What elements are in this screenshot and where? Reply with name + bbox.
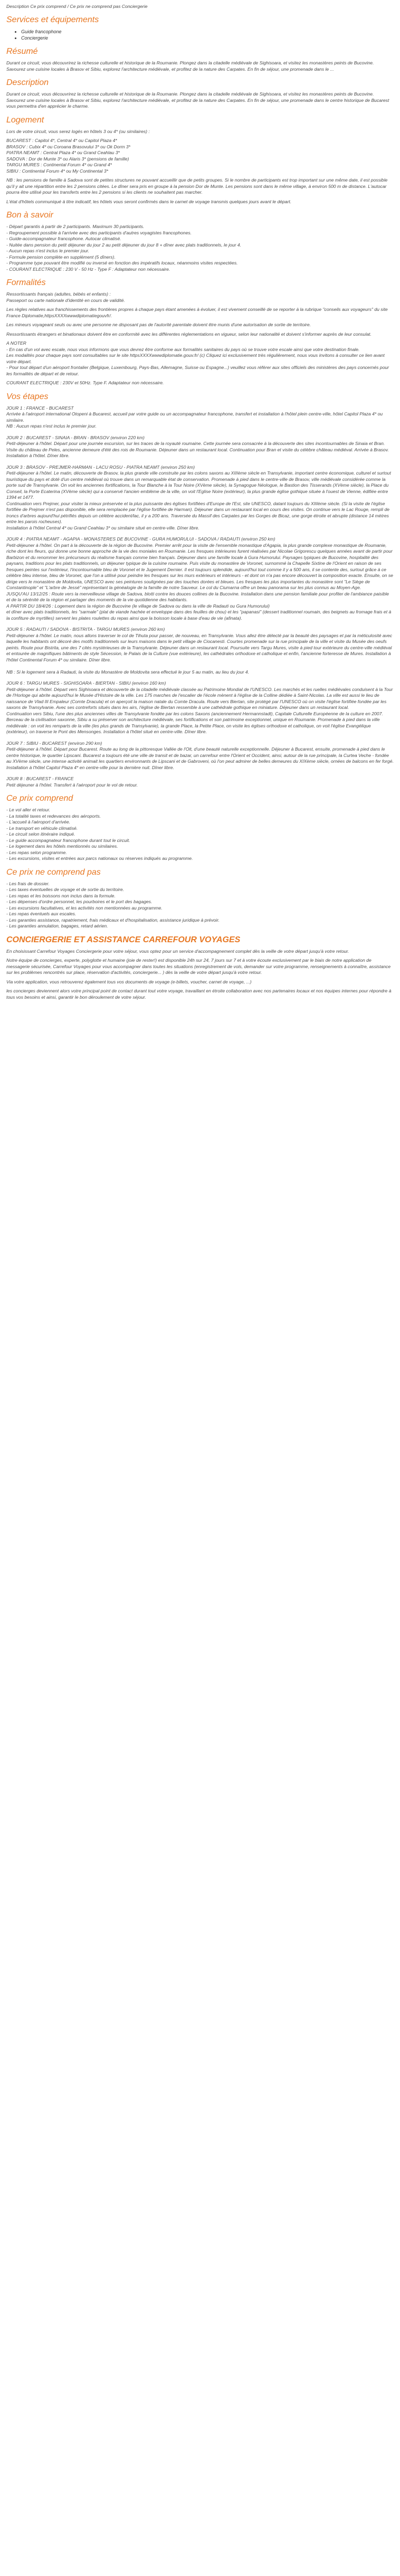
description-text: Durant ce circuit, vous découvrirez la richesse culturelle et historique de la Roumanie. Plongez dans la citadelle médiévale de Sighisoara, et visitez les monastères peints de Bucovine. Savourez une cuisine locales à Brasov et Sibiu, explorez l'architecture médiévale, et profitez de la nature des Carpates. En fin de séjour, une promenade dans le centre historique de Bucarest vous permettra d'en apprécier le charme. xyxy=(6,91,389,109)
text-line: TARGU MURES : Continental Forum 4* ou Grand 4* xyxy=(6,162,112,167)
itinerary-day xyxy=(6,435,394,459)
text-line: les concierges deviennent alors votre principal point de contact durant tout votre voyage, travaillant en étroite collaboration avec nos partenaires locaux et nos équipes internes pour répondre à tous vos besoins et ainsi, garantir le bon déroulement de votre séjour. xyxy=(6,988,392,1000)
text-line: Notre équipe de concierges, experte, polyglotte et humaine (joie de rester!) est disponible 24h sur 24, 7 jours sur 7 et à votre écoute exclusivement par le biais de notre application de messagerie sécurisée, Carrefour Voyages pour vous accompagner dans toutes les situations (enregistrement de vols, demander sur votre programme, renseignements à connaître, assistance sur les problèmes rencontrés sur place, réservation d'activités, conciergerie... ) dès la veille de votre départ jusqu'à votre retour. xyxy=(6,958,391,975)
text-line: - Les repas et les boissons non inclus dans la formule. xyxy=(6,893,116,898)
day-description: Petit-déjeuner à l'hôtel. On part à la découverte de la région de Bucovine. Premier arrêt pour la visite de l'ensemble monastique d'Agapia, la plus grande complexe monastique de Roumanie, riche dont les fleurs, qui donne une bonne approche de la vie des moniales en Roumanie. Les fresques intérieures furent réalisées par Nicolae Grigorescu quelques années avant de partir pour Barbizon et du renommer les précurseurs du réalisme français comme bien français. Déjeuner dans une famille locale à Gura Humorului. Paysages typiques de Bucovine, hospitalité des paysans, traditions pour les plats traditionnels, un déjeuner typique de la cuisine roumaine. Puis visite du monastère de Voronet, surnommé la Chapelle Sixtine de l'Orient en raison de ses fresques peintes sur l'extérieur, l'incontournable bleu de Voronet et le Jugement Dernier. Il est toujours splendide, aujourd'hui tout comme il y a 500 ans, il se contente des, surtout grâce à ce célèbre bleu intense, bleu de Voronet, que l'on a utilisé pour peindre les fresques sur les murs extérieurs et intérieurs - et dont on n'a pas encore découvert la composition exacte. Ensuite, on se dirige vers le monastère de Moldovita, UNESCO avec ses peintures soulignées par des touches dorées et bleues. Les fresques les plus importantes du monastère sont "Le Siège de Constantinople" et "L'arbre de Jessé" représentant la généalogie de la famille de notre Sauveur. Le col du Ciumarna offre un beau panorama sur les plus connus au Moyen-Age. JUSQU'AU 13/12/25 : Route vers la merveilleuse village de Sadova, blotti contre les douces collines de la Bucovine. Installation dans une pension familiale pour profiter de l'ambiance paisible et de la sérénité de la région et partager des moments de la vie quotidienne des habitants. A PARTIR DU 18/4/26 : Logement dans la région de Bucovine (le village de Sadova ou dans la ville de Radauti ou Gura Humorului) et dîner avec plats traditionnels, les "sarmale" (plat de viande hachée et enveloppe dans des feuilles de chou) et les "papanasi" (dessert traditionnel roumain, des beignets au fromage frais et à la confiture de myrtilles) servent les plates roulettes du repas ainsi que la boisson locale à base d'eau de vie (afinata). xyxy=(6,542,393,621)
text-line: - Les garanties annulation, bagages, retard aérien. xyxy=(6,923,108,929)
resume-text: Durant ce circuit, vous découvrirez la richesse culturelle et historique de la Roumanie. Plongez dans la citadelle médiévale de Sighisoara, et visitez les monastères peints de Bucovine. Savourez une cuisine locales à Brasov et Sibiu, explorez l'architecture médiévale, et profitez de la nature des Carpates. En fin de séjour, une promenade dans le ... xyxy=(6,60,374,72)
text-line: - Aucun repas n'est inclus le premier jour. xyxy=(6,248,90,253)
services-list xyxy=(6,29,394,41)
day-description: Petit-déjeuner à l'hôtel. Départ vers Sighisoara et découverte de la citadelle médiévale classée au Patrimoine Mondial de l'UNESCO. Les marchés et les ruelles médiévales conduisent à la Tour de l'Horloge qui abrite aujourd'hui le Musée d'Histoire de la ville. Les 175 marches de l'escalier de l'école mènent à l'église de la Colline dédiée à Saint-Nicolas. La ville est aussi le lieu de naissance de Vlad III Empaleur (Comte Dracula) et on aperçoit la maison natale du Comte Dracula. Route vers Biertan, site protégé par l'UNESCO où on visite l'église fortifiée fondée par les saxons de Transylvanie. Avec ses contreforts situés dans les airs, l'église de Biertan ressemble à une cathédrale gothique en miniature. Déjeuner dans un restaurant local. Continuation vers Sibiu, l'une des plus anciennes villes de Transylvanie fondée par les colons Saxons (anciennement Hermannstadt), Capitale Culturelle Européenne de la culture en 2007. Berceau de la civilisation saxonne, Sibiu a su préserver son architecture médiévale, ses fortifications et son patrimoine exceptionnel, unique en Roumanie. Promenade à pied dans la ville médiévale : on voit les remparts de la ville (les plus grands de Transylvanie), la grande Place, la Petite Place, on visite les églises orthodoxe et catholique, on voit l'église Evangélique (extérieur), on traverse le Pont des Mensonges. Installation à l'hôtel situé en centre-ville. Dîner libre. xyxy=(6,686,393,734)
day-heading: JOUR 7 : SIBIU - BUCAREST (environ 290 km) xyxy=(6,740,102,746)
services-title: Services et équipements xyxy=(6,15,99,24)
text-line: BUCAREST : Capitol 4*, Central 4* ou Capitol Plaza 4* xyxy=(6,138,117,143)
text-line: - La totalité taxes et redevances des aéroports. xyxy=(6,813,101,819)
text-line: - Le transport en véhicule climatisé. xyxy=(6,825,78,831)
text-line: Lors de votre circuit, vous serez logés en hôtels 3 ou 4* (ou similaires) : xyxy=(6,128,150,134)
text-line: COURANT ELECTRIQUE : 230V et 50Hz. Type F. Adaptateur non nécessaire. xyxy=(6,380,164,385)
prix-comprend-title: Ce prix comprend xyxy=(6,794,73,803)
text-line: Ressortissants français (adultes, bébés et enfants) : xyxy=(6,291,111,297)
text-line: SADOVA : Dor de Munte 3* ou Alaris 3* (pensions de famille) xyxy=(6,156,129,162)
itinerary xyxy=(6,405,394,789)
text-line: - Regroupement possible à l'arrivée avec des participants d'autres voyagistes francophones. xyxy=(6,230,192,235)
day-description: Petit-déjeuner à l'hôtel. Départ pour Bucarest. Route au long de la pittoresque Vallée de l'Olt, d'une beauté naturelle exceptionnelle. Déjeuner à Bucarest, ensuite, promenade à pied dans le centre historique, le quartier Lipscani. Bucarest a toujours été une ville de transit et de bazar, un carrefour entre l'Orient et Occident, ainsi, autour de la rue principale, la Curtea Veche - fondée au XVème siècle, une intense activité animait les quartiers environnants de Lipscani et de Gabroveni, où l'on peut admirer de belles demeures du XIXème siècle, ornées de balcons en fer forgé. Installation à l'hôtel Capitol Plaza 4* en centre-ville pour la dernière nuit. Dîner libre. xyxy=(6,746,394,770)
text-line: PIATRA NEAMT : Central Plaza 4* ou Grand Ceahlau 3* xyxy=(6,150,120,155)
text-line: - Le logement dans les hôtels mentionnés ou similaires. xyxy=(6,844,118,849)
day-heading: JOUR 4 : PIATRA NEAMT - AGAPIA - MONASTERES DE BUCOVINE - GURA HUMORULUI - SADOVA / RADAUTI (environ 250 km) xyxy=(6,536,275,542)
day-heading: JOUR 8 : BUCAREST - FRANCE xyxy=(6,776,74,781)
prix-comprend-block xyxy=(6,807,394,862)
prix-ne-comprend-title: Ce prix ne comprend pas xyxy=(6,867,101,877)
text-line: - COURANT ELECTRIQUE : 230 V - 50 Hz - Type F : Adaptateur non nécessaire. xyxy=(6,266,170,272)
text-line: - Nuitée dans pension du petit déjeuner du jour 2 au petit déjeuner du jour 8 + dîner avec plats traditionnels, le jour 4. xyxy=(6,242,242,248)
text-line: Les mineurs voyageant seuls ou avec une personne ne disposant pas de l'autorité parentale doivent être munis d'une autorisation de sortie de territoire. xyxy=(6,322,311,327)
text-line: - Les repas selon programme. xyxy=(6,849,67,855)
text-line: - Formule pension complète en supplément (5 dîners). xyxy=(6,254,116,260)
day-heading: JOUR 2 : BUCAREST - SINAIA - BRAN - BRASOV (environ 220 km) xyxy=(6,434,145,440)
conciergerie-block xyxy=(6,949,394,1001)
text-line: - En cas d'un vol avec escale, nous vous informons que vous devrez être conforme aux formalités sanitaires du pays où se trouve votre escale ainsi que votre destination finale. xyxy=(6,346,360,352)
text-line: En choisissant Carrefour Voyages Conciergerie pour votre séjour, vous optez pour un service d'accompagnement complet dès la veille de votre départ jusqu'à votre retour. xyxy=(6,948,349,954)
text-line: - L'accueil à l'aéroport d'arrivée. xyxy=(6,819,70,825)
day-heading: JOUR 3 : BRASOV - PREJMER-HARMAN - LACU ROSU - PIATRA NEAMT (environ 250 km) xyxy=(6,464,195,470)
text-line: L'état d'hôtels communiqué à titre indicatif, les hôtels vous seront confirmés dans le carnet de voyage transmis quelques jours avant le départ. xyxy=(6,198,292,204)
logement-block xyxy=(6,129,394,205)
text-line: - Programme type pouvant être modifié ou inversé en fonction des impératifs locaux, néanmoins visites respectées. xyxy=(6,260,238,266)
breadcrumb: Description Ce prix comprend / Ce prix ne comprend pas Conciergerie xyxy=(6,4,148,9)
service-item: • Conciergerie xyxy=(21,35,394,41)
text-line: - Départ garantis à partir de 2 participants. Maximum 30 participants. xyxy=(6,224,145,229)
logement-title: Logement xyxy=(6,115,44,125)
text-line: - Le circuit selon itinéraire indiqué. xyxy=(6,831,75,837)
text-line: - Les dépenses d'ordre personnel, les pourboires et le port des bagages. xyxy=(6,899,153,904)
conciergerie-title: CONCIERGERIE ET ASSISTANCE CARREFOUR VOYAGES xyxy=(6,935,241,944)
day-heading: JOUR 5 : RADAUTI / SADOVA - BISTRITA - TARGU MURES (environ 260 km) xyxy=(6,627,165,632)
text-line: - Les repas éventuels aux escales. xyxy=(6,911,77,916)
text-line: - Les excursions, visites et entrées aux parcs nationaux ou réserves indiqués au programme. xyxy=(6,856,193,861)
day-description: Petit-déjeuner à l'hôtel. Départ pour une journée excursion, sur les traces de la royauté roumaine. Cette journée sera consacrée à la découverte des sites incontournables de Sinaia et Bran. Visite du château de Peles, ancienne demeure d'été des rois de Roumanie. Déjeuner dans un restaurant local. Continuation pour Bran et visite du célèbre château médiéval. Arrivée à Brasov. Installation à l'hôtel. Dîner libre. xyxy=(6,441,389,458)
itinerary-day xyxy=(6,741,394,771)
text-line: Ressortissants étrangers et binationaux doivent être en conformité avec les différentes réglementations en vigueur, selon leur nationalité et doivent s'informer auprès de leur consulat. xyxy=(6,331,372,337)
text-line: - Le guide accompagnateur francophone durant tout le circuit. xyxy=(6,837,130,843)
description-title: Description xyxy=(6,78,49,87)
service-item: • Guide francophone xyxy=(21,29,394,35)
text-line: A NOTER xyxy=(6,340,26,346)
text-line: - Le vol aller et retour. xyxy=(6,807,51,812)
itinerary-day xyxy=(6,465,394,532)
text-line: - Guide-accompagnateur francophone. Autocar climatisé. xyxy=(6,236,121,241)
prix-ne-comprend-block xyxy=(6,881,394,930)
day-heading: JOUR 6 : TARGU MURES - SIGHISOARA - BIERTAN - SIBIU (environ 160 km) xyxy=(6,680,166,686)
page xyxy=(0,0,400,1000)
day-description: Petit déjeuner à l'hôtel. Transfert à l'aéroport pour le vol de retour. xyxy=(6,782,138,788)
day-heading: JOUR 1 : FRANCE - BUCAREST xyxy=(6,405,74,411)
text-line: Les règles relatives aux franchissements des frontières propres à chaque pays étant amenées à évoluer, il est vivement conseillé de se reporter à la rubrique "conseils aux voyageurs" du site France Diplomatie,httpsXXXXwwwdiplomatiegouvfr/. xyxy=(6,307,388,318)
formalites-block xyxy=(6,291,394,386)
day-description: Arrivée à l'aéroport international Otopeni à Bucarest, accueil par votre guide ou un accompagnateur francophone, transfert et installation à l'hôtel plein centre-ville, hôtel Capitol Plaza 4* ou similaire. NB : Aucun repas n'est inclus le premier jour. xyxy=(6,411,383,429)
text-line: - Les taxes éventuelles de voyage et de sortie du territoire. xyxy=(6,887,125,892)
voyage-title: Vos étapes xyxy=(6,392,49,401)
text-line: SIBIU : Continental Forum 4* ou My Continental 3* xyxy=(6,168,108,174)
itinerary-day xyxy=(6,680,394,735)
text-line: - Les frais de dossier. xyxy=(6,880,50,886)
text-line: - Les excursions facultatives, et les activités non mentionnées au programme. xyxy=(6,905,163,911)
bon-a-savoir-block xyxy=(6,224,394,272)
itinerary-day xyxy=(6,776,394,788)
formalites-title: Formalités xyxy=(6,278,46,287)
text-line: Les modalités pour chaque pays sont consultables sur le site httpsXXXXwwwdiplomatie.gouv.fr/ (c) Cliquez ici exclusivement très régulièrement, nous vous invitons à consulter ce lien avant votre départ. xyxy=(6,353,385,364)
day-description: Petit-déjeuner à l'hôtel. Le matin, découverte de Brasov, la plus grande ville construite par les colons saxons au XIIIème siècle en Transylvanie, important centre économique, culturel et surtout touristique du pays et doté d'un centre médiéval où trouve dans un remarquable état de conservation. Promenade à pied dans le centre-ville de Brasov, ville médiévale considérée comme la porte sud de Transylvanie. On voit les anciennes fortifications, la Tour Blanche à la Tour Noire (XVème siècle), la Synagogue Néologue, le Bastion des Tisserands (XVème siècle), la Place du Conseil, la Porte Ecaterina (XVème siècle) qui a conservé l'ancien emblème de la ville, on voit l'Eglise Noire (extérieur), la plus grande église gothique située à l'ouest de Vienne, édifiée entre 1394 et 1477. Continuation vers Prejmer, pour visiter la mieux préservée et la plus puissante des églises fortifiées d'Europe de l'Est, site UNESCO, datant toujours du XIIIème siècle. (Si la visite de l'église fortifiée de Prejmer n'est pas disponible, elle sera remplacée par l'église fortifiée de Harman). Déjeuner dans un restaurant local en cours des visites. On continue vers le Lac Rouge, rempli de troncs d'arbres aujourd'hui pétrifiés depuis un célèbre accident/lac, il y a 200 ans. Traversée du Massif des Carpates par les Gorges de Bicaz, une gorge étroite et abrupte (distance 14 mètres entre les parois rocheuses). Installation à l'hôtel Central 4* ou Grand Ceahlau 3* ou similaire situé en centre-ville. Dîner libre. xyxy=(6,470,391,531)
text-line: Passeport ou carte nationale d'identité en cours de validité. xyxy=(6,297,125,303)
text-line: NB : les pensions de famille à Sadova sont de petites structures ne pouvant accueillir que de petits groupes. Si le nombre de participants est trop important sur une même date, il est possible qu'il y ait une répartition entre les 2 pensions citées. Le dîner sera pris en groupe à la pension Dor de Munte. Les pensions sont dans le même village, à environ 500 m de distance. L'autocar pourra être utilisé pour les transferts entre les 2 pensions si les clients ne souhaitent pas marcher. xyxy=(6,177,388,195)
itinerary-day xyxy=(6,405,394,430)
text-line: BRASOV : Cubix 4* ou Coroana Brasovului 3* ou Ok Dorm 3* xyxy=(6,144,131,149)
itinerary-day xyxy=(6,536,394,621)
text-line: - Pour tout départ d'un aéroport frontalier (Belgique, Luxembourg, Pays-Bas, Allemagne, Suisse ou Espagne...) veuillez vous référer aux sites officiels des ministères des pays concernés pour les formalités de départ et de retour. xyxy=(6,365,389,376)
itinerary-day xyxy=(6,627,394,675)
bon-a-savoir-title: Bon à savoir xyxy=(6,211,53,220)
day-description: Petit-déjeuner à l'hôtel. Le matin, nous allons traverser le col de Tihuta pour passer, de nouveau, en Transylvanie. Vous allez être délecté par la beauté des paysages et par la méticulosité avec laquelle les habitants ont décoré des motifs traditionnels sur leurs maisons dans le petit village de Ciocanesti. Courtes promenade sur la rue principale de la ville et visite du Musée des oeufs peints. Route pour Bistrita, une des 7 cités mystérieuses de la Transylvanie. Déjeuner dans un restaurant local. Poursuite vers Targu Mures, visite à pied tour extérieure du centre-ville médiéval et entourée de magnifiques bâtiments de style Sécession, le Palais de la Culture (vue extérieure), les cathédrales orthodoxe et catholique et enfin, l'ancienne forteresse de Mures. Installation à l'hôtel Continental Forum 4* ou similaire. Dîner libre. NB : Si le logement sera à Radauti, la visite du Monastère de Moldovita sera effectué le jour 5 au matin, au lieu du jour 4. xyxy=(6,632,393,675)
resume-title: Résumé xyxy=(6,47,38,56)
text-line: Via votre application, vous retrouverez également tous vos documents de voyage (e-billets, voucher, carnet de voyage, ...) xyxy=(6,979,252,984)
text-line: - Les garanties assistance, rapatriement, frais médicaux et d'hospitalisation, assistance juridique à prévoir. xyxy=(6,917,220,923)
